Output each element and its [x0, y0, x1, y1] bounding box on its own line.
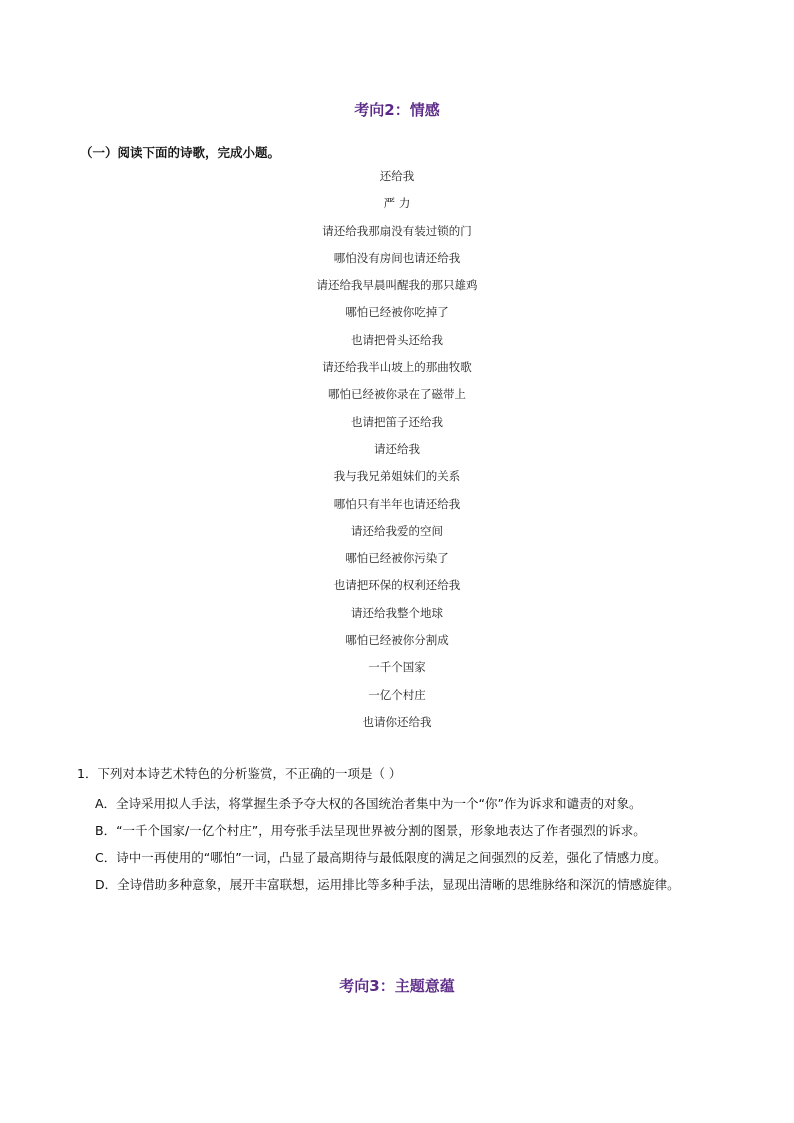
- poem-line: 哪怕已经被你录在了磁带上: [328, 387, 466, 402]
- question-stem: 1．下列对本诗艺术特色的分析鉴赏，不正确的一项是（ ）: [77, 766, 402, 781]
- question-options: [77, 790, 737, 898]
- poem-line: 哪怕没有房间也请还给我: [333, 250, 461, 265]
- poem-line: 哪怕只有半年也请还给我: [333, 496, 461, 511]
- section-heading-emotion: 考向2：情感: [354, 101, 440, 119]
- poem-line: 请还给我爱的空间: [351, 523, 443, 538]
- poem: [0, 166, 794, 739]
- poem-line: 也请把环保的权利还给我: [333, 578, 461, 593]
- poem-line: 也请把笛子还给我: [351, 414, 443, 429]
- question-1: [77, 764, 737, 898]
- poem-line: 请还给我半山坡上的那曲牧歌: [322, 360, 472, 375]
- poem-line: 请还给我早晨叫醒我的那只雄鸡: [316, 278, 478, 293]
- poem-line: 请还给我那扇没有装过锁的门: [322, 223, 472, 238]
- poem-line: 我与我兄弟姐妹们的关系: [333, 469, 461, 484]
- poem-line: 也请你还给我: [362, 714, 432, 729]
- poem-author: 严 力: [383, 196, 411, 211]
- poem-line: 哪怕已经被你分割成: [345, 633, 449, 648]
- reading-instruction: （一）阅读下面的诗歌，完成小题。: [80, 145, 281, 160]
- option-b: B．“一千个国家/一亿个村庄”，用夸张手法呈现世界被分割的图景，形象地表达了作者强烈的诉求。: [95, 823, 646, 838]
- poem-line: 请还给我: [374, 441, 420, 456]
- poem-title: 还给我: [379, 169, 415, 183]
- poem-line: 一千个国家: [368, 660, 426, 675]
- poem-line: 请还给我整个地球: [351, 605, 443, 620]
- poem-line: 一亿个村庄: [368, 687, 426, 702]
- option-c: C．诗中一再使用的“哪怕”一词，凸显了最高期待与最低限度的满足之间强烈的反差，强化了情感力度。: [95, 850, 667, 865]
- option-d: D．全诗借助多种意象，展开丰富联想，运用排比等多种手法，显现出清晰的思维脉络和深沉的情感旋律。: [95, 877, 680, 892]
- poem-line: 也请把骨头还给我: [351, 332, 443, 347]
- poem-line: 哪怕已经被你污染了: [345, 551, 449, 566]
- section-heading-theme: 考向3：主题意蕴: [339, 977, 455, 995]
- poem-line: 哪怕已经被你吃掉了: [345, 305, 449, 320]
- option-a: A．全诗采用拟人手法，将掌握生杀予夺大权的各国统治者集中为一个“你”作为诉求和谴责的对象。: [95, 796, 642, 811]
